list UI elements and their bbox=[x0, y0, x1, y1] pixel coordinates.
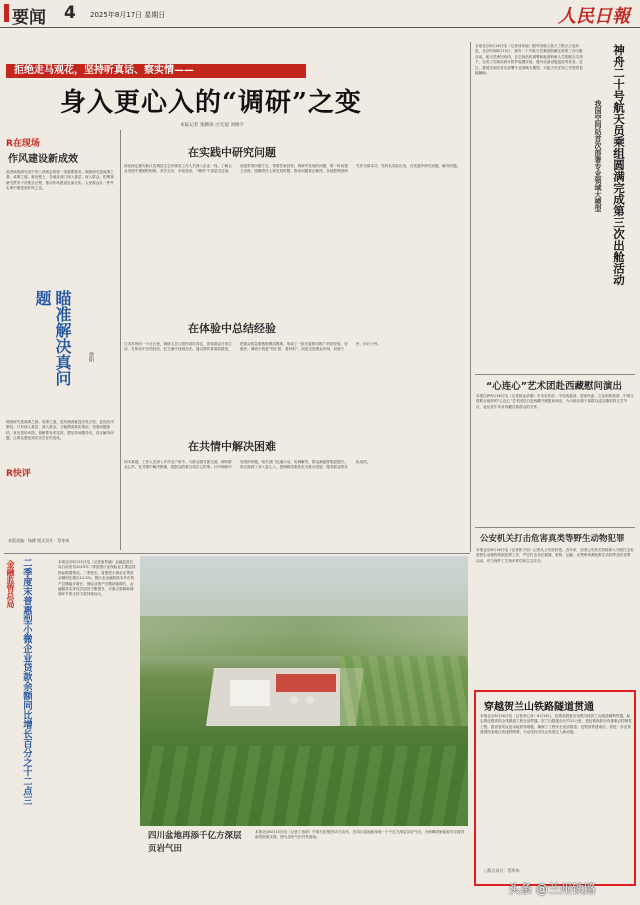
quick-tag: R快评 bbox=[6, 469, 31, 479]
left-title: 作风建设新成效 bbox=[8, 154, 78, 165]
watermark: 头条 @兰州铁路 bbox=[508, 882, 596, 896]
divider bbox=[4, 553, 470, 554]
bottom-left-body: 本报北京8月15日电（记者曲哲涵）金融监管总局日前发布2025年二季度银行业保险业主要监管指标数据情况。二季度末，普惠型小微企业贷款余额同比增长12.3%。银行业金融机构本外币资产总额稳步增长，保险业资产总额持续增长，金融服务实体经济质效不断提升，对重点领域和薄弱环节的支持力度持续加大。 bbox=[58, 560, 136, 597]
left-body: 改进调查研究是中央八项规定的第一项重要要求。调查研究是谋事之基、成事之道。新征程上，各地各部门深入基层、深入群众，把调查研究贯穿于决策全过程，推动作风建设走深走实。人民群众从一件件实事中感受到作风之变。 bbox=[6, 170, 114, 191]
photo-caption: 本报北京8月15日电（记者丁怡婷）中国石化集团15日宣布，在四川盆地新探明一个千亿方深层页岩气田，为保障国家能源安全提供新的资源支撑。图为页岩气田开发现场。 bbox=[255, 830, 465, 840]
right-top-subtitle: 我国空间站首次部署专业领域大模型 bbox=[594, 100, 603, 212]
divider bbox=[475, 527, 635, 528]
right-mid-title: “心连心”艺术团赴西藏慰问演出 bbox=[486, 381, 622, 392]
bottom-left-title: 二季度末普惠型小微企业贷款余额同比增长百分之十二点三 bbox=[21, 558, 32, 805]
right-mid2-title: 公安机关打击危害真类等野生动物犯罪 bbox=[480, 534, 625, 544]
right-mid2-body: 本报北京8月16日电（记者张天培）记者从公安部获悉，近年来，全国公安机关持续深入开展打击危害野生动植物资源犯罪工作，严厉打击非法猎捕、收购、运输、出售珍贵濒危野生动物等违法犯罪活动，有力保护了生物多样性和生态安全。 bbox=[476, 548, 634, 563]
divider bbox=[475, 374, 635, 375]
byline: 本报记者 张腾扬 白光迪 刘俊宇 bbox=[180, 123, 245, 128]
divider bbox=[120, 130, 121, 550]
divider bbox=[470, 42, 471, 552]
highlight-body: 本报北京8月16日电（记者李心萍）8月16日，包银高铁惠农至银川段贺兰山隧道顺利贯通，标志着包银高铁全线隧道工程全部贯通。贺兰山隧道全长约12公里，是包银高铁全线重难点控制性工程。建设者攻克复杂地质等难题，确保了工程安全优质推进。包银高铁建成后，将进一步完善我国西北地区高速铁路网，为沿线经济社会发展注入新动能。 bbox=[480, 714, 632, 735]
section-bar bbox=[4, 4, 9, 22]
left-tag: R在现场 bbox=[6, 139, 40, 149]
masthead-page: 4 bbox=[64, 3, 76, 23]
highlight-box bbox=[474, 690, 636, 886]
column-author: 徐阳 bbox=[88, 352, 94, 362]
highlight-title: 穿越贺兰山铁路隧道贯通 bbox=[484, 702, 594, 713]
right-mid-body: 本报拉萨8月16日电（记者琼达卓嘎）中央宣传部、中央统战部、国家民委、文化和旅游部、中国文联联合组织的“心连心”艺术团近日赴西藏开展慰问演出，为当地各族干部群众送去精彩的文艺节目，表达党中央对西藏各族群众的关怀。 bbox=[476, 394, 634, 409]
section-body-practice: 河北保定雄安新区容城县生态环境局工作人员深入企业一线，了解企业发展中遇到的困难。多次走访，多轮座谈，“调研”不再是走过场，而是带着问题下去，带着答案回来。调研中发现的问题，第一时间建立台账，明确责任人和完成时限，推动问题真正解决。各地把调查研究作为基本功，坚持从实际出发，在实践中研究问题、解决问题。 bbox=[124, 164, 461, 174]
section-title-practice: 在实践中研究问题 bbox=[188, 146, 276, 159]
highlight-credits: ○版式设计：蔡华伟 bbox=[484, 868, 520, 873]
top-banner-text: 拒绝走马观花，坚持听真话、察实情—— bbox=[14, 65, 194, 76]
section-title-experience: 在体验中总结经验 bbox=[188, 322, 276, 335]
photo-gas-field bbox=[140, 556, 468, 826]
column-body: 调查研究是谋事之基、成事之道。没有调查就没有发言权，更没有决策权。只有深入基层、深入群众，才能摸清真实情况，找准问题症结，拿出管用举措。调研要务求实效，要坚持问题导向，真正解决问题，让群众感受到实实在在的变化。 bbox=[6, 420, 114, 441]
right-top-title: 神舟二十号航天员乘组圆满完成第三次出舱活动 bbox=[612, 44, 626, 286]
left-column bbox=[6, 130, 118, 550]
main-headline: 身入更心入的“调研”之变 bbox=[60, 88, 362, 118]
photo-title: 四川盆地再添千亿方深层页岩气田 bbox=[148, 831, 242, 854]
right-top-body: 本报北京8月16日电（记者刘诗瑶）据中国载人航天工程办公室消息，北京时间8月15日，神舟二十号航天员乘组圆满完成第三次出舱活动，航天员密切协同，在空间站机械臂和地面科研人员的配合支持下，完成了空间站碎片防护装置安装、舱外设备设施巡检等任务。近日，我国空间站首次部署专业领域大模型，为航天员在轨工作提供智能辅助。 bbox=[475, 44, 583, 76]
editors: 本版责编：杨柳 版式设计：蔡华伟 bbox=[8, 538, 70, 543]
masthead bbox=[0, 0, 640, 28]
masthead-date: 2025年8月17日 星期日 bbox=[90, 11, 166, 19]
bottom-left-tag: 金融监管总局 bbox=[6, 560, 16, 608]
section-title-empathy: 在共情中解决困难 bbox=[188, 440, 276, 453]
masthead-section: 要闻 bbox=[12, 8, 46, 28]
section-body-experience: 江苏苏州的一个社区里，调研人员与居民同吃同住，体验群众日常生活。在体验中总结经验，在交流中找到办法。通过真听真看真感受，把群众的急难愁盼摸清摸准，形成了一批可复制可推广的好经验、好做法。调研不再是“听汇报、看材料”，而是走进群众中间，问需于民、问计于民。 bbox=[124, 342, 382, 352]
section-body-empathy: 四川某地，工作人员深入乡村农户家中，与群众面对面交流，倾听群众心声。在共情中解决困难，把群众的事当成自己的事。针对调研中发现的问题，相关部门迅速行动，协调解决，群众满意度明显提升。真正做到了身入更心入，把调研成果转化为推动发展、服务群众的实际成效。 bbox=[124, 460, 371, 470]
column-title: 瞄准解决真问题 bbox=[33, 290, 72, 386]
masthead-logo: 人民日報 bbox=[558, 6, 630, 27]
